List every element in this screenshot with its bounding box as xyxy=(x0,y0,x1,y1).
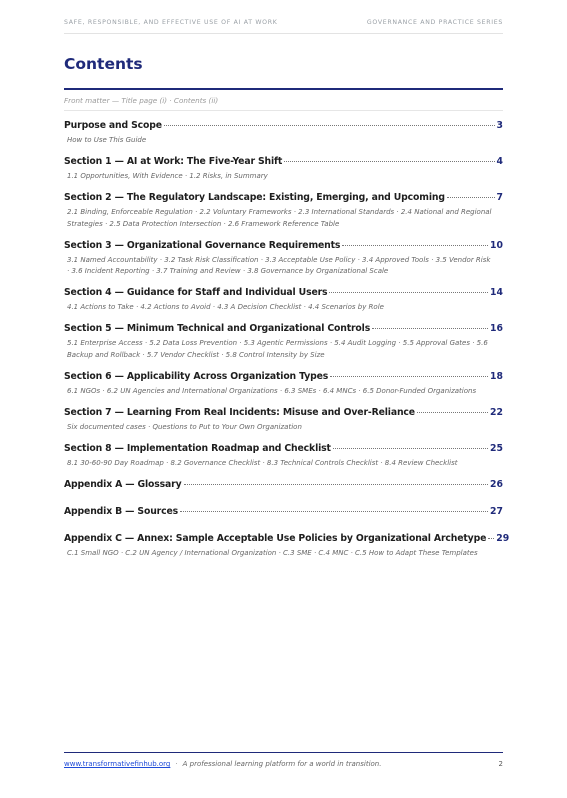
toc-entry-subsections: 2.1 Binding, Enforceable Regulation · 2.2 Voluntary Frameworks · 2.3 International Standards · 2.4 National and Regional Strategies · 2.5 Data Protection Intersection · 2.6 Framework Reference Table xyxy=(67,208,492,228)
toc-entry-subsections: 5.1 Enterprise Access · 5.2 Data Loss Prevention · 5.3 Agentic Permissions · 5.4 Audit Logging · 5.5 Approval Gates · 5.6 Backup and Rollback · 5.7 Vendor Checklist · 5.8 Control Intensity by Size xyxy=(67,339,488,359)
dot-leader xyxy=(488,538,494,539)
toc-entry-subsections: 3.1 Named Accountability · 3.2 Task Risk Classification · 3.3 Acceptable Use Policy · 3.4 Approved Tools · 3.5 Vendor Risk · 3.6 Incident Reporting · 3.7 Training and Review · 3.8 Governance by Organizational Scale xyxy=(67,255,491,275)
dot-leader xyxy=(417,412,488,413)
toc-entry-row xyxy=(64,240,503,253)
toc-entry-title[interactable]: Section 3 — Organizational Governance Requirements xyxy=(64,239,341,251)
toc-entry[interactable] xyxy=(64,443,503,470)
toc-entry-page-number[interactable]: 18 xyxy=(490,370,503,382)
header-divider xyxy=(64,33,503,34)
toc-entry-row xyxy=(64,192,503,205)
table-of-contents xyxy=(64,120,510,569)
toc-entry-row xyxy=(64,407,503,420)
toc-entry-subsections: 8.1 30-60-90 Day Roadmap · 8.2 Governance Checklist · 8.3 Technical Controls Checklist · 8.4 Review Checklist xyxy=(67,458,458,467)
toc-entry-page-number[interactable]: 10 xyxy=(490,239,503,251)
toc-entry-subsections: 1.1 Opportunities, With Evidence · 1.2 Risks, in Summary xyxy=(67,172,268,180)
toc-entry-title[interactable]: Section 4 — Guidance for Staff and Individual Users xyxy=(64,287,328,298)
toc-entry-row xyxy=(64,287,503,300)
toc-entry-title[interactable]: Section 8 — Implementation Roadmap and Checklist xyxy=(64,442,331,454)
toc-entry-title[interactable]: Section 2 — The Regulatory Landscape: Existing, Emerging, and Upcoming xyxy=(64,192,445,203)
toc-entry[interactable] xyxy=(64,479,503,492)
toc-entry-row xyxy=(64,479,503,492)
toc-entry-page-number[interactable]: 16 xyxy=(490,323,503,334)
toc-entry[interactable] xyxy=(64,240,503,278)
dot-leader xyxy=(329,292,488,293)
title-divider xyxy=(64,88,503,90)
toc-entry-row xyxy=(64,371,503,384)
toc-entry-subsections: Six documented cases · Questions to Put to Your Own Organization xyxy=(67,422,302,431)
dot-leader xyxy=(447,197,495,198)
running-header-right: GOVERNANCE AND PRACTICE SERIES xyxy=(366,19,503,26)
dot-leader xyxy=(284,161,494,162)
toc-entry-row xyxy=(64,506,503,519)
footer-divider xyxy=(64,752,503,753)
toc-entry-row xyxy=(64,443,503,456)
dot-leader xyxy=(330,376,488,377)
toc-entry[interactable] xyxy=(64,407,503,434)
toc-entry-page-number[interactable]: 4 xyxy=(496,156,503,167)
toc-entry-page-number[interactable]: 3 xyxy=(496,120,503,131)
running-header-left: SAFE, RESPONSIBLE, AND EFFECTIVE USE OF AI AT WORK xyxy=(64,19,278,26)
toc-entry[interactable] xyxy=(64,323,503,361)
toc-entry-page-number[interactable]: 7 xyxy=(496,192,503,203)
front-matter-line: Front matter — Title page (i) · Contents (ii) xyxy=(64,96,219,105)
toc-entry-page-number[interactable]: 27 xyxy=(490,505,503,517)
toc-entry-subsections: How to Use This Guide xyxy=(67,136,147,144)
toc-entry[interactable] xyxy=(64,506,503,519)
dot-leader xyxy=(372,328,488,329)
toc-entry[interactable] xyxy=(64,287,503,314)
toc-entry-title[interactable]: Appendix A — Glossary xyxy=(64,478,182,490)
toc-entry-row xyxy=(64,323,503,336)
toc-entry-row xyxy=(64,156,503,169)
toc-entry-title[interactable]: Appendix C — Annex: Sample Acceptable Use Policies by Organizational Archetype xyxy=(64,532,487,544)
footer-tagline: A professional learning platform for a world in transition. xyxy=(182,760,382,768)
toc-entry[interactable] xyxy=(64,192,503,230)
toc-entry-row xyxy=(64,532,510,546)
dot-leader xyxy=(333,448,488,449)
toc-entry-subsections: 6.1 NGOs · 6.2 UN Agencies and International Organizations · 6.3 SMEs · 6.4 MNCs · 6.5 Donor-Funded Organizations xyxy=(67,386,477,395)
toc-entry-title[interactable]: Section 1 — AI at Work: The Five-Year Shift xyxy=(64,156,283,167)
toc-entry-title[interactable]: Section 6 — Applicability Across Organization Types xyxy=(64,370,329,382)
toc-entry-page-number[interactable]: 26 xyxy=(490,478,503,490)
toc-entry-row xyxy=(64,120,503,133)
toc-entry-page-number[interactable]: 14 xyxy=(490,287,503,298)
page-title: Contents xyxy=(64,55,143,73)
page-number: 2 xyxy=(498,760,503,768)
toc-entry-title[interactable]: Section 5 — Minimum Technical and Organizational Controls xyxy=(64,323,371,334)
toc-entry-title[interactable]: Section 7 — Learning From Real Incidents: Misuse and Over-Reliance xyxy=(64,406,415,418)
toc-entry-subsections: 4.1 Actions to Take · 4.2 Actions to Avoid · 4.3 A Decision Checklist · 4.4 Scenarios by Role xyxy=(67,303,384,311)
front-matter-divider xyxy=(64,110,503,111)
footer xyxy=(64,760,503,768)
dot-leader xyxy=(184,484,489,485)
running-header xyxy=(64,19,503,26)
toc-entry-page-number[interactable]: 29 xyxy=(496,532,510,544)
toc-entry-title[interactable]: Purpose and Scope xyxy=(64,120,162,131)
dot-leader xyxy=(342,245,488,246)
toc-entry[interactable] xyxy=(64,120,503,147)
toc-entry-page-number[interactable]: 25 xyxy=(490,442,503,454)
toc-entry-subsections: C.1 Small NGO · C.2 UN Agency / International Organization · C.3 SME · C.4 MNC · C.5 How to Adapt These Templates xyxy=(67,548,478,557)
footer-website-link[interactable]: www.transformativefinhub.org xyxy=(64,760,171,768)
toc-entry[interactable] xyxy=(64,371,503,398)
dot-leader xyxy=(180,511,488,512)
dot-leader xyxy=(164,125,495,126)
toc-entry-title[interactable]: Appendix B — Sources xyxy=(64,505,178,517)
footer-separator: · xyxy=(175,760,178,768)
toc-entry[interactable] xyxy=(64,532,510,560)
toc-entry-page-number[interactable]: 22 xyxy=(490,406,503,418)
toc-entry[interactable] xyxy=(64,156,503,183)
